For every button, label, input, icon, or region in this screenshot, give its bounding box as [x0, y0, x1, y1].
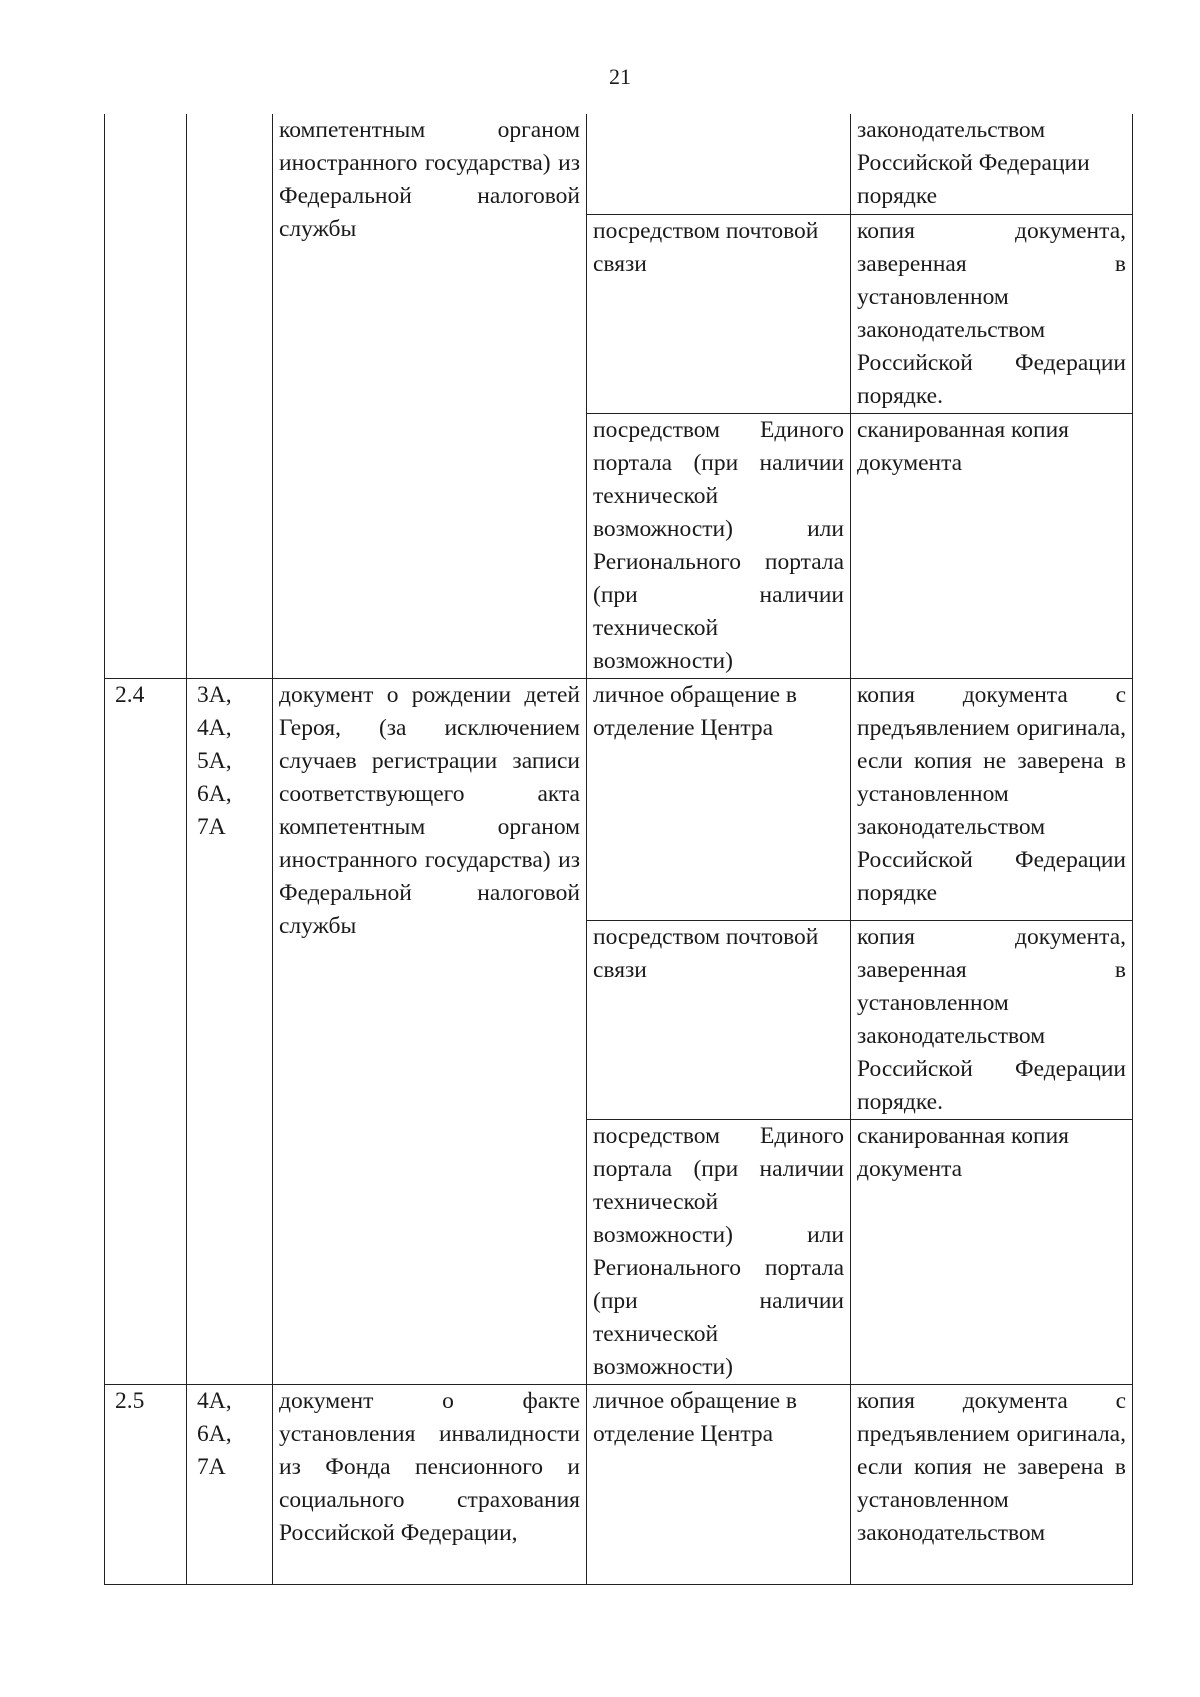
method-cell: личное обращение в отделение Центра: [587, 1384, 851, 1584]
number-cell: 2.4: [105, 678, 187, 1384]
form-cell: сканированная копия документа: [851, 1119, 1133, 1384]
codes-cell: 4А, 6А, 7А: [187, 1384, 273, 1584]
description-cell: документ о факте установления инвалидности из Фонда пенсионного и социального страхования Российской Федерации,: [273, 1384, 587, 1584]
table-row: [105, 1384, 1133, 1584]
page-number: 21: [609, 64, 631, 89]
form-cell: копия документа с предъявлением оригинала, если копия не заверена в установленном законодательством: [851, 1384, 1133, 1584]
number-cell: 2.5: [105, 1384, 187, 1584]
form-cell: сканированная копия документа: [851, 413, 1133, 678]
form-cell: копия документа с предъявлением оригинала, если копия не заверена в установленном законодательством Российской Федерации порядке: [851, 678, 1133, 920]
description-cell: документ о рождении детей Героя, (за исключением случаев регистрации записи соответствующего акта компетентным органом иностранного государства) из Федеральной налоговой службы: [273, 678, 587, 1384]
form-cell: копия документа, заверенная в установленном законодательством Российской Федерации порядке.: [851, 920, 1133, 1119]
form-cell: копия документа, заверенная в установленном законодательством Российской Федерации порядке.: [851, 214, 1133, 413]
method-cell: посредством Единого портала (при наличии технической возможности) или Регионального портала (при наличии технической возможности): [587, 413, 851, 678]
method-cell: посредством Единого портала (при наличии технической возможности) или Регионального портала (при наличии технической возможности): [587, 1119, 851, 1384]
method-cell: личное обращение в отделение Центра: [587, 678, 851, 920]
codes-cell: 3А, 4А, 5А, 6А, 7А: [187, 678, 273, 1384]
method-cell: посредством почтовой связи: [587, 214, 851, 413]
method-cell: посредством почтовой связи: [587, 920, 851, 1119]
table-row: [105, 678, 1133, 920]
form-cell: законодательством Российской Федерации порядке: [851, 114, 1133, 214]
method-cell: [587, 114, 851, 214]
services-table: [104, 114, 1133, 1585]
table-row: [105, 114, 1133, 214]
codes-cell: [187, 114, 273, 678]
number-cell: [105, 114, 187, 678]
description-cell: компетентным органом иностранного государства) из Федеральной налоговой службы: [273, 114, 587, 678]
